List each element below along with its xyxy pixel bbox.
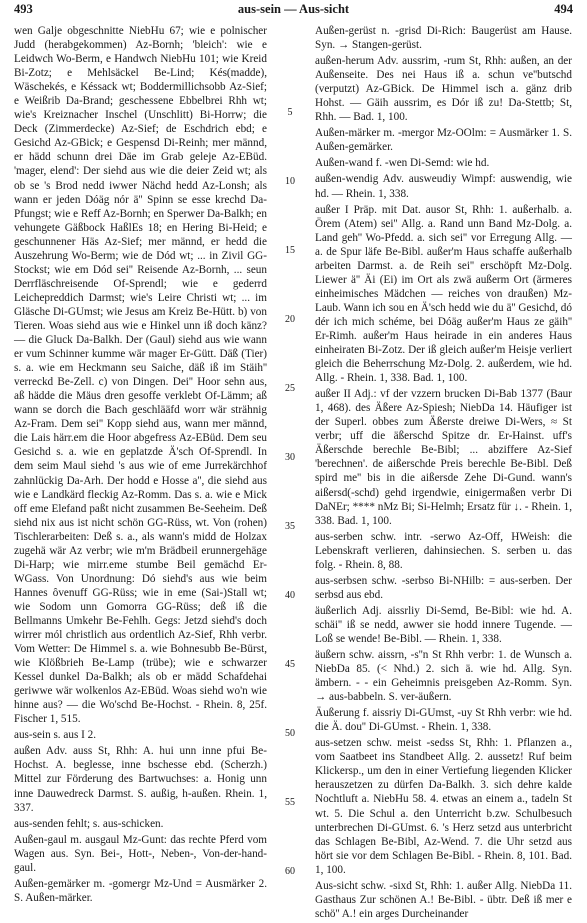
entry-aus-serbsen: aus-serbsen schw. -serbso Bi-NHilb: = aus-serben. Der serbsd aus ebd. [315,574,572,601]
page-header [14,2,573,22]
line-number: 25 [285,383,295,394]
entry-ausser-1: außer I Präp. mit Dat. ausor St, Rhh: 1. außerhalb. a. Örem (Atem) sei'' Allg. a. Rand unn Band Mz-Dolg. a. Land geh'' Wo-Pfedd. a. sich sei'' vor Erregung Allg. — a. de Spur läfe Be-Bibl. außer'm Haus schaffe außerhalb arbeiten Darmst. a. de Reih sei'' erschöpft Mz-Dolg. Liewer ä'' Äi (Ei) im Ort als zwä außerm Ort (ärmeres einheimisches Mädchen — reiches von draußen) Mz-Laub. Wann ich sou en Ä'sch hedd wie du ä'' Gesichd, dó dér ich mich schéme, bei Dóäg außer'm Haus ze gäih'' Er-Rimh. außer'm Haus heirade in ein anderes Haus einheiraten Bi-Zotz. Der iß gleich außer'm Heisje verliert gleich die Beherrschung Mz-Dolg. 2. außerdem, wie hd. Allg. - Rhein. 1, 338. Bad. 1, 100. [315,203,572,385]
entry-aussen-wand: Außen-wand f. -wen Di-Semd: wie hd. [315,157,490,170]
line-number: 45 [285,659,295,670]
line-number: 15 [285,245,295,256]
entry-aus-senden: aus-senden fehlt; s. aus-schicken. [14,817,164,830]
entry-aussen: außen Adv. auss St, Rhh: A. hui unn inne pfui Be-Hochst. A. beglesse, inne bschesse ebd. (Scherzh.) Mittel zur Förderung des Bartwuchses: a. Honig unn inne Dauwedreck Darmst. S. außig, h-außen. Rhein. 1, 337. [14,745,267,814]
entry-aeusserlich: äußerlich Adj. aissrliy Di-Semd, Be-Bibl: wie hd. A. schäi'' iß se nedd, awwer sie hodd innere Tugende. — Loß se wende! Be-Bibl. — Rhein. 1, 338. [315,604,572,645]
right-page-number: 494 [554,2,573,16]
entry-aussen-wendig: außen-wendig Adv. ausweudiy Wimpf: auswendig, wie hd. — Rhein. 1, 338. [315,173,572,200]
left-page-number: 493 [14,2,33,16]
line-number: 5 [287,107,293,118]
running-title: aus-sein — Aus-sicht [237,2,350,16]
line-number: 40 [285,590,295,601]
entry-continuation: wen Galje obgeschnitte NiebHu 67; wie e polnischer Judd (herabgekommen) Az-Bornh; 'bleich': wie e Leidwch Wo-Berm, e Handwch NiebHu 101; wie Kreid Bi-Zotz; e Mehlsäckel Be-Lind; Kés(madde), Wäschekés, e Késsack wt; Boddermillichsobb Az-Sief; e Weißrib Da-Brand; geschessene Ebbelbrei Rhh wt; wie's Kreiznacher Inschel (Unschlitt) Bi-Horrw; die Deck (Zimmerdecke) Az-Sief; de Eschdrich ebd; e Gesichd Az-GBick; e Gespensd Di-Reinh; mer männd, er hädd schunn drei Däe im Grab geleje Az-EBüd. 'mager, elend': Der siehd aus wie die deier Zeid wt; als ob se 's Brod nedd iwwer Nächd hedd Az-Lonsh; als wann er jeden Dóäg nór ä'' Spinn se esse krechd Da-Pfungst; wie e Reff Az-Bornh; en Sperwer Da-Balkh; en vehungete Gäßbock HaßlEs 18; en Hering Bi-Heid; e geschunnener Häs Az-Sief; mer männd, er hedd die Auszehrung Wo-Berm; wie de Dód wt; ... in Zivil GG-Stockst; wie em Dód sei'' Reisende Az-Bornh, ... seun Derrfläschreisende Of-Sprendl; wie e gederrd Leichepreddich Darmst; wie's Leire Christi wt; ... im Gläsche Di-GUmst; wie Jesus am Kreiz Be-Hütt. b) von Tieren. Woas siehd aus wie e Hinkel unn iß doch känz? — die Gluck Da-Balkh. Der (Gaul) siehd aus wie wann er vum Schinner kumme wär mager Er-Gütt. Däß (Tier) s. a. wie em Heckmann seu Saiche, däß iß im Stäih'' verreckd Be-Zell. c) von Dingen. Dei'' Hoor sehn aus, aß hädde die Mäus dren gesoffe verklebt Of-Lämm; aß wann se dorch die Bach geschlääfd worr wär strähnig Az-Fram. Dem sei'' Kopp siehd aus, wann mer männd, die Lais härr.em die Hoor abgefress Az-EBüd. Dem seu Gesichd s. a. wie en geplatzde Ä'sch Of-Sprendl. In dem seim Maul siehd 's aus wie of eme Jurrekärchhof zahnlückig Da-Arh. Der hodd e Hosse a'', die siehd aus wie e Landkärd fleckig Az-Romm. Das s. a. wie e Mick off eme Elefand paßt nicht zusammen Be-Seeheim. Deß siehd nix aus ist nicht schön GG-Rüss, wt. Von (rohen) Tischlerarbeiten: Deß s. a., als wann's midd de Holzax zugehä wär Az verbr; wie m'm Brädbeil erunnergehäge Di-Harp; wie mirr.eme stumbe Beil gemächd Er-WGass. Von Unordnung: Dó siehd's aus wie beim Hannes ôvenuff GG-Rüss; wie in eme (Sai-)Stall wt; wie Sodom unn Gomorra GG-Rüss; deß iß die Bellmanns Umkehr Be-Fehlh. Gegs: Jetzd siehd's doch wirrer mól christlich aus ordentlich Az-Sief, Rhh verbr. Vom Wetter: De Himmel s. a. wie Bohnesubb Be-Bürst, wie Klößbrieh Be-Lamp (trübe); wie e schwarzer Kessel dunkel Da-Balkh; als ob er mädd Schafdehai geriwwe wär wolkenlos Az-EBüd. Woas siehd wo'n wie hinne aus? — die Wo'schd Be-Hochst. - Rhein. 8, 25f. Fischer 1, 515. [14,25,267,726]
left-column [14,24,267,907]
entry-aus-setzen: aus-setzen schw. meist -sedss St, Rhh: 1. Pflanzen a., vom Saatbeet ins Standbeet Allg. 2. aussetz! Ruf beim Klickersp., um den in einer Vertiefung liegenden Klicker herauszetzen zu dürfen Da-Balkh. 3. sich dehre kalde Nochtluft a. NiebHu 58. 4. etwas an einem a., tadeln St wt. 5. Die Schul a. den Unterricht b.zw. Schulbesuch unterbrechen Di-GUmst. 6. 's Herz setzd aus unterbricht das Schlagen Be-Bibl, Az-Wend. 7. die Uhr setzd aus hört sie vor dem Schlagen Be-Bibl. - Rhein. 8, 101. Bad. 1, 100. [315,737,572,876]
entry-ausser-2: außer II Adj.: vf der vzzern brucken Di-Bab 1377 (Baur 1, 468). des Äßere Az-Spiesh; NiebDa 14. Häufiger ist der Superl. obbes zum Äßerste dreiwe Di-Wers, ≈ St verbr; uff die äßerschd Spitze dr. Er-Hainst. uff's Äßerschde berechle Be-Bibl; ... abziffere Az-Sief 'berechnen'. de aißerschde Preis berechle Be-Bibl. Deß spird me'' bis in die aißersde Zehe Di-Gund. wann's aißersd(-schd) gehd irgendwie, einigermaßen verbr Di DaNEr; **** nMz Bi; Si-Helmh; Ersatz für ↓. - Rhein. 1, 338. Bad. 1, 100. [315,388,572,527]
entry-aeusserung: Äußerung f. aissriy Di-GUmst, -uy St Rhh verbr: wie hd. die Ä. dou'' Di-GUmst. - Rhein. 1, 338. [315,707,572,734]
entry-aus-sein: aus-sein s. aus I 2. [14,729,97,742]
line-number: 20 [285,314,295,325]
entry-aussen-maerker: Außen-märker m. -mergor Mz-OOlm: = Ausmärker 1. S. Außen-gemärker. [315,127,572,154]
line-number: 35 [285,521,295,532]
entry-aussen-gaul: Außen-gaul m. ausgaul Mz-Gunt: das rechte Pferd vom Wagen aus. Syn. Bei-, Hott-, Neben-, Von-der-hand-gaul. [14,833,267,874]
line-number: 60 [285,866,295,877]
entry-aussen-geruest: Außen-gerüst n. -grisd Di-Rich: Baugerüst am Hause. Syn. → Stangen-gerüst. [315,25,572,52]
right-column [315,24,572,923]
entry-aussen-gemaerker: Außen-gemärker m. -gomergr Mz-Und = Ausmärker 2. S. Außen-märker. [14,877,267,904]
line-number: 30 [285,452,295,463]
entry-aeussern: äußern schw. aissrn, -s''n St Rhh verbr: 1. de Wunsch a. NiebDa 85. (< Nhd.) 2. sich ä. wie hd. Allg. Syn. ämbern. - - ein Geheimnis preisgeben Az-Romm. Syn. → aus-babbeln. S. ver-äußern. [315,649,572,704]
entry-aussen-herum: außen-herum Adv. aussrim, -rum St, Rhh: außen, an der Außenseite. Des nei Haus iß a. schun ve''butschd (verputzt) Az-GBick. De Himmel isch a. gänz drib Hohst. — Gäih aussrim, es Dór iß zu! Da-Stettb; St, Rhh. — Bad. 1, 100. [315,55,572,124]
entry-aus-sicht: Aus-sicht schw. -sixd St, Rhh: 1. außer Allg. NiebDa 11. Gasthaus Zur schönen A.! Be-Bibl. - übtr. Deß iß mer e schö'' A.! ein arges Durcheinander [315,879,572,920]
line-number: 10 [285,176,295,187]
entry-aus-serben: aus-serben schw. intr. -serwo Az-Off, HWeish: die Lebenskraft verlieren, dahinsiechen. S. serben u. das folg. - Rhein. 8, 88. [315,530,572,571]
line-number: 55 [285,797,295,808]
line-number: 50 [285,728,295,739]
